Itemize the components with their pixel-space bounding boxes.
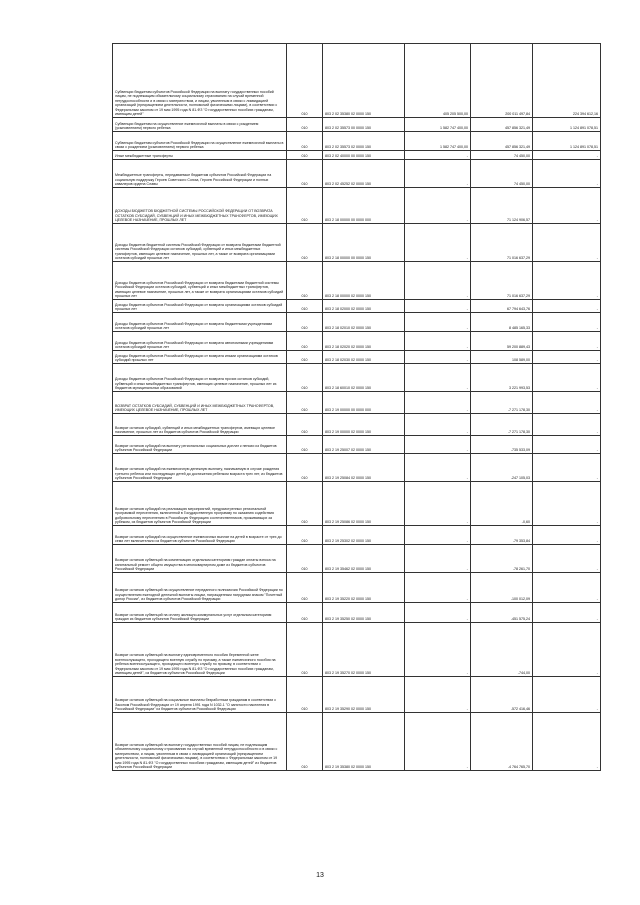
row-plan-value: 1 582 747 400,00 <box>405 118 471 132</box>
row-budget-code: 803 2 02 35380 02 0000 150 <box>323 44 405 118</box>
row-code: 010 <box>287 351 323 364</box>
row-remaining-value: - <box>533 545 601 573</box>
row-code: 010 <box>287 545 323 573</box>
row-plan-value: - <box>405 160 471 188</box>
row-code: 010 <box>287 224 323 262</box>
row-plan-value: - <box>405 364 471 392</box>
row-plan-value: 1 582 747 400,00 <box>405 132 471 151</box>
row-executed-value: 59 200 889,43 <box>471 332 533 351</box>
row-code: 010 <box>287 151 323 160</box>
row-code: 010 <box>287 414 323 436</box>
table-row <box>113 482 601 526</box>
row-name: Возврат остатков субсидий на осуществление ежемесячных выплат на детей в возрасте от трех до семи лет включительно из бюджетов субъектов Российской Федерации <box>113 526 287 545</box>
row-budget-code: 803 2 02 35573 00 0000 150 <box>323 118 405 132</box>
table-row <box>113 573 601 603</box>
row-budget-code: 803 2 19 25086 02 0000 150 <box>323 482 405 526</box>
row-plan-value: - <box>405 351 471 364</box>
row-name: Субвенции бюджетам субъектов Российской Федерации на выплату государственных пособий лицам, не подлежащим обязательному социальному страхованию на случай временной нетрудоспособности и в связи с материнством, и лицам, уволенным в связи с ликвидацией организаций (прекращением деятельности, полномочий физическими лицами), в соответствии с Федеральным законом от 19 мая 1995 года N 81-ФЗ "О государственных пособиях гражданам, имеющим детей" <box>113 44 287 118</box>
table-body <box>113 44 601 771</box>
row-name: Иные межбюджетные трансферты <box>113 151 287 160</box>
table-row <box>113 132 601 151</box>
row-plan-value: - <box>405 454 471 482</box>
row-executed-value: -7 271 178,30 <box>471 392 533 414</box>
row-plan-value: - <box>405 623 471 677</box>
row-plan-value: - <box>405 482 471 526</box>
row-name: ВОЗВРАТ ОСТАТКОВ СУБСИДИЙ, СУБВЕНЦИЙ И ИНЫХ МЕЖБЮДЖЕТНЫХ ТРАНСФЕРТОВ, ИМЕЮЩИХ ЦЕЛЕВОЕ НАЗНАЧЕНИЕ, ПРОШЛЫХ ЛЕТ <box>113 392 287 414</box>
row-code: 010 <box>287 44 323 118</box>
row-plan-value: - <box>405 677 471 713</box>
row-executed-value: -247 105,03 <box>471 454 533 482</box>
table-row <box>113 677 601 713</box>
table-row <box>113 454 601 482</box>
row-name: Возврат остатков субвенций на социальные выплаты безработным гражданам в соответствии с Законом Российской Федерации от 19 апреля 1991 года N 1032-1 "О занятости населения в Российской Федерации" из бюджетов субъектов Российской Федерации <box>113 677 287 713</box>
row-name: Возврат остатков субсидий на реализацию мероприятий, предусмотренных региональной программой переселения, включенной в Государственную программу по оказанию содействия добровольному переселению в Российскую Федерацию соотечественников, проживающих за рубежом, из бюджетов субъектов Российской Федерации <box>113 482 287 526</box>
table-row <box>113 160 601 188</box>
row-budget-code: 803 2 19 00000 02 0000 150 <box>323 414 405 436</box>
row-name: Доходы бюджетов субъектов Российской Федерации от возврата иными организациями остатков субсидий прошлых лет <box>113 351 287 364</box>
row-code: 010 <box>287 482 323 526</box>
row-budget-code: 803 2 19 25084 02 0000 150 <box>323 454 405 482</box>
row-code: 010 <box>287 332 323 351</box>
row-budget-code: 803 2 19 25007 02 0000 150 <box>323 436 405 454</box>
row-budget-code: 803 2 18 00000 00 0000 150 <box>323 224 405 262</box>
row-name: Возврат остатков субвенций на выплату государственных пособий лицам, не подлежащим обязательному социальному страхованию на случай временной нетрудоспособности и в связи с материнством, и лицам, уволенным в связи с ликвидацией организаций (прекращением деятельности, полномочий физическими лицами), в соответствии с Федеральным законом от 19 мая 1995 года N 81-ФЗ "О государственных пособиях гражданам, имеющим детей" из бюджетов субъектов Российской Федерации <box>113 713 287 771</box>
row-code: 010 <box>287 300 323 313</box>
row-budget-code: 803 2 19 00000 00 0000 000 <box>323 392 405 414</box>
row-budget-code: 803 2 19 35270 02 0000 150 <box>323 623 405 677</box>
row-remaining-value: - <box>533 313 601 332</box>
row-plan-value: - <box>405 713 471 771</box>
table-row <box>113 364 601 392</box>
row-remaining-value: - <box>533 526 601 545</box>
row-plan-value: - <box>405 545 471 573</box>
row-name: Возврат остатков субвенций на выплату единовременного пособия беременной жене военнослужащего, проходящего военную службу по призыву, а также ежемесячного пособия на ребенка военнослужащего, проходящего военную службу по призыву, в соответствии с Федеральным законом от 19 мая 1995 года N 81-ФЗ "О государственных пособиях гражданам, имеющим детей", из бюджетов субъектов Российской Федерации <box>113 623 287 677</box>
row-remaining-value: - <box>533 364 601 392</box>
row-code: 010 <box>287 132 323 151</box>
row-name: Доходы бюджетов субъектов Российской Федерации от возврата организациями остатков субсидий прошлых лет <box>113 300 287 313</box>
row-code: 010 <box>287 436 323 454</box>
row-remaining-value: - <box>533 482 601 526</box>
row-plan-value: - <box>405 224 471 262</box>
row-remaining-value: - <box>533 224 601 262</box>
row-budget-code: 803 2 18 00000 00 0000 000 <box>323 188 405 224</box>
row-plan-value: - <box>405 526 471 545</box>
row-budget-code: 803 2 02 35573 02 0000 150 <box>323 132 405 151</box>
row-executed-value: 71 016 637,29 <box>471 224 533 262</box>
row-code: 010 <box>287 160 323 188</box>
row-plan-value: - <box>405 436 471 454</box>
row-remaining-value: - <box>533 262 601 300</box>
row-code: 010 <box>287 188 323 224</box>
row-name: Возврат остатков субвенций на оплату жилищно-коммунальных услуг отдельным категориям граждан из бюджетов субъектов Российской Федерации <box>113 603 287 623</box>
row-budget-code: 803 2 19 25302 02 0000 150 <box>323 526 405 545</box>
row-budget-code: 803 2 18 02020 02 0000 150 <box>323 332 405 351</box>
row-code: 010 <box>287 262 323 300</box>
row-code: 010 <box>287 392 323 414</box>
row-executed-value: 457 856 321,49 <box>471 118 533 132</box>
row-remaining-value: - <box>533 351 601 364</box>
row-remaining-value: - <box>533 677 601 713</box>
row-name: Доходы бюджетов субъектов Российской Федерации от возврата бюджетами бюджетной системы Российской Федерации остатков субсидий, субвенций и иных межбюджетных трансфертов, имеющих целевое назначение, прошлых лет, а также от возврата организациями остатков субсидий прошлых лет <box>113 262 287 300</box>
table-row <box>113 332 601 351</box>
row-name: Субвенции бюджетам на осуществление ежемесячной выплаты в связи с рождением (усыновлением) первого ребенка <box>113 118 287 132</box>
row-executed-value: 71 124 906,57 <box>471 188 533 224</box>
row-remaining-value: - <box>533 151 601 160</box>
row-remaining-value: 1 124 891 078,51 <box>533 118 601 132</box>
row-plan-value: - <box>405 414 471 436</box>
table-row <box>113 526 601 545</box>
row-executed-value: 200 011 497,84 <box>471 44 533 118</box>
table-row <box>113 118 601 132</box>
row-name: Возврат остатков субвенций на осуществление переданного полномочия Российской Федерации по осуществлению ежегодной денежной выплаты лицам, награжденным нагрудным знаком "Почетный донор России", из бюджетов субъектов Российской Федерации <box>113 573 287 603</box>
table-row <box>113 300 601 313</box>
row-remaining-value: - <box>533 332 601 351</box>
row-executed-value: 67 794 643,76 <box>471 300 533 313</box>
table-row <box>113 224 601 262</box>
row-remaining-value: - <box>533 300 601 313</box>
table-row <box>113 262 601 300</box>
row-budget-code: 803 2 02 45252 02 0000 150 <box>323 160 405 188</box>
row-executed-value: -572 416,46 <box>471 677 533 713</box>
row-budget-code: 803 2 18 02010 02 0000 150 <box>323 313 405 332</box>
row-budget-code: 803 2 18 60010 02 0000 150 <box>323 364 405 392</box>
row-remaining-value: - <box>533 160 601 188</box>
row-code: 010 <box>287 364 323 392</box>
row-code: 010 <box>287 313 323 332</box>
row-executed-value: 457 856 321,49 <box>471 132 533 151</box>
row-executed-value: -451 575,24 <box>471 603 533 623</box>
row-remaining-value: - <box>533 392 601 414</box>
row-code: 010 <box>287 713 323 771</box>
table-row <box>113 603 601 623</box>
row-plan-value: - <box>405 300 471 313</box>
row-budget-code: 803 2 18 00000 02 0000 150 <box>323 262 405 300</box>
row-executed-value: -7 271 178,30 <box>471 414 533 436</box>
row-plan-value: - <box>405 262 471 300</box>
table-row <box>113 713 601 771</box>
table-row <box>113 392 601 414</box>
row-name: Доходы бюджетов субъектов Российской Федерации от возврата прочих остатков субсидий, субвенций и иных межбюджетных трансфертов, имеющих целевое назначение, прошлых лет из бюджетов муниципальных образований <box>113 364 287 392</box>
row-executed-value: -744,00 <box>471 623 533 677</box>
row-remaining-value: 224 394 612,16 <box>533 44 601 118</box>
row-plan-value: - <box>405 151 471 160</box>
row-code: 010 <box>287 573 323 603</box>
row-budget-code: 803 2 19 35380 02 0000 150 <box>323 713 405 771</box>
row-name: Субвенции бюджетам субъектов Российской Федерации на осуществление ежемесячной выплаты в связи с рождением (усыновлением) первого ребенка <box>113 132 287 151</box>
table-row <box>113 623 601 677</box>
row-code: 010 <box>287 526 323 545</box>
row-plan-value: - <box>405 603 471 623</box>
row-budget-code: 803 2 19 35290 02 0000 150 <box>323 677 405 713</box>
table-row <box>113 436 601 454</box>
row-executed-value: 8 485 165,33 <box>471 313 533 332</box>
row-remaining-value: 1 124 891 078,51 <box>533 132 601 151</box>
row-executed-value: -0,60 <box>471 482 533 526</box>
row-plan-value: - <box>405 313 471 332</box>
row-executed-value: -4 764 765,70 <box>471 713 533 771</box>
row-name: Возврат остатков субсидий, субвенций и иных межбюджетных трансфертов, имеющих целевое назначение, прошлых лет из бюджетов субъектов Российской Федерации <box>113 414 287 436</box>
row-executed-value: 108 589,00 <box>471 351 533 364</box>
row-code: 010 <box>287 603 323 623</box>
row-name: Возврат остатков субсидий на ежемесячную денежную выплату, назначаемую в случае рождения третьего ребенка или последующих детей до достижения ребенком возраста трех лет, из бюджетов субъектов Российской Федерации <box>113 454 287 482</box>
row-name: ДОХОДЫ БЮДЖЕТОВ БЮДЖЕТНОЙ СИСТЕМЫ РОССИЙСКОЙ ФЕДЕРАЦИИ ОТ ВОЗВРАТА ОСТАТКОВ СУБСИДИЙ, СУБВЕНЦИЙ И ИНЫХ МЕЖБЮДЖЕТНЫХ ТРАНСФЕРТОВ, ИМЕЮЩИХ ЦЕЛЕВОЕ НАЗНАЧЕНИЕ, ПРОШЛЫХ ЛЕТ <box>113 188 287 224</box>
row-budget-code: 803 2 19 35250 02 0000 150 <box>323 603 405 623</box>
row-plan-value: - <box>405 392 471 414</box>
row-code: 010 <box>287 118 323 132</box>
row-remaining-value: - <box>533 713 601 771</box>
row-remaining-value: - <box>533 188 601 224</box>
row-executed-value: -735 533,09 <box>471 436 533 454</box>
budget-income-table <box>112 43 601 771</box>
row-plan-value: - <box>405 188 471 224</box>
row-code: 010 <box>287 454 323 482</box>
row-budget-code: 803 2 18 02030 02 0000 150 <box>323 351 405 364</box>
row-executed-value: 74 450,00 <box>471 160 533 188</box>
table-row <box>113 414 601 436</box>
row-remaining-value: - <box>533 603 601 623</box>
row-name: Доходы бюджетов бюджетной системы Российской Федерации от возврата бюджетами бюджетной системы Российской Федерации остатков субсидий, субвенций и иных межбюджетных трансфертов, имеющих целевое назначение, прошлых лет, а также от возврата организациями остатков субсидий прошлых лет <box>113 224 287 262</box>
row-remaining-value: - <box>533 573 601 603</box>
page-number: 13 <box>316 872 324 879</box>
table-row <box>113 44 601 118</box>
row-remaining-value: - <box>533 436 601 454</box>
table-row <box>113 313 601 332</box>
row-remaining-value: - <box>533 454 601 482</box>
row-plan-value: - <box>405 332 471 351</box>
row-executed-value: 74 450,00 <box>471 151 533 160</box>
row-budget-code: 803 2 19 35220 02 0000 150 <box>323 573 405 603</box>
row-code: 010 <box>287 623 323 677</box>
row-budget-code: 803 2 02 40000 00 0000 150 <box>323 151 405 160</box>
table-row <box>113 351 601 364</box>
row-executed-value: -78 261,70 <box>471 545 533 573</box>
row-name: Межбюджетные трансферты, передаваемые бюджетам субъектов Российской Федерации на социальную поддержку Героев Советского Союза, Героев Российской Федерации и полных кавалеров ордена Славы <box>113 160 287 188</box>
row-budget-code: 803 2 18 02000 02 0000 150 <box>323 300 405 313</box>
row-executed-value: 71 016 637,29 <box>471 262 533 300</box>
row-remaining-value: - <box>533 623 601 677</box>
row-code: 010 <box>287 677 323 713</box>
row-executed-value: 3 221 993,53 <box>471 364 533 392</box>
row-name: Возврат остатков субвенций на компенсацию отдельным категориям граждан оплаты взноса на капитальный ремонт общего имущества в многоквартирном доме из бюджетов субъектов Российской Федерации <box>113 545 287 573</box>
row-budget-code: 803 2 19 35462 02 0000 150 <box>323 545 405 573</box>
row-plan-value: - <box>405 573 471 603</box>
table-row <box>113 151 601 160</box>
row-executed-value: -79 353,84 <box>471 526 533 545</box>
table-row <box>113 545 601 573</box>
table-row <box>113 188 601 224</box>
row-name: Доходы бюджетов субъектов Российской Федерации от возврата бюджетными учреждениями остатков субсидий прошлых лет <box>113 313 287 332</box>
row-name: Возврат остатков субсидий на выплату региональных социальных доплат к пенсии из бюджетов субъектов Российской Федерации <box>113 436 287 454</box>
row-executed-value: -100 012,09 <box>471 573 533 603</box>
row-name: Доходы бюджетов субъектов Российской Федерации от возврата автономными учреждениями остатков субсидий прошлых лет <box>113 332 287 351</box>
row-remaining-value: - <box>533 414 601 436</box>
row-plan-value: 405 205 500,00 <box>405 44 471 118</box>
